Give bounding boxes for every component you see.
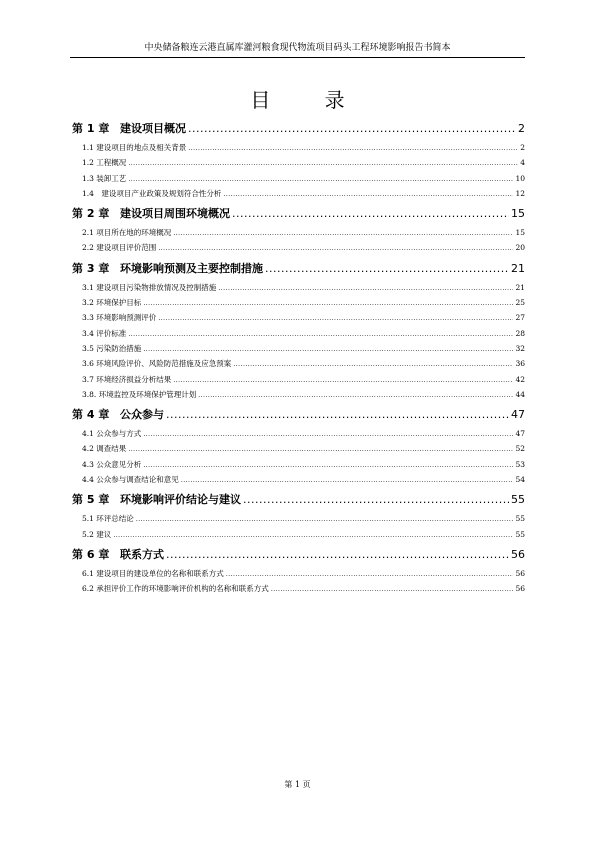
dot-leader [188,118,516,140]
toc-section-entry[interactable] [72,527,525,542]
section-page-number: 12 [515,188,525,198]
section-page-number: 32 [515,343,525,353]
dot-leader [243,489,509,511]
section-label: 5.2 建议 [82,529,112,539]
dot-leader [233,356,513,372]
dot-leader [173,372,513,388]
toc-section-entry[interactable] [72,341,525,356]
dot-leader [128,326,513,342]
section-label: 3.1 建设项目污染物排放情况及控制措施 [82,282,217,292]
section-page-number: 42 [515,374,525,384]
toc-chapter-entry[interactable] [72,404,525,426]
dot-leader [166,404,509,426]
section-label: 6.1 建设项目的建设单位的名称和联系方式 [82,568,224,578]
section-page-number: 56 [515,584,525,594]
section-label: 2.2 建设项目评价范围 [82,243,157,253]
section-page-number: 28 [515,328,525,338]
chapter-label [72,203,230,225]
toc-section-entry[interactable] [72,140,525,155]
section-label: 4.4 公众参与调查结论和意见 [82,475,179,485]
section-page-number: 15 [515,228,525,238]
dot-leader [188,140,518,156]
table-of-contents [72,118,525,599]
toc-section-entry[interactable] [72,356,525,371]
toc-title: 目 录 [250,88,369,112]
section-page-number: 4 [520,158,525,168]
chapter-label [72,489,241,511]
section-page-number: 25 [515,298,525,308]
toc-section-entry[interactable] [72,186,525,201]
dot-leader [265,258,509,280]
running-header: 中央储备粮连云港直属库灌河粮食现代物流项目码头工程环境影响报告书简本 [70,40,525,58]
section-page-number: 55 [515,514,525,524]
chapter-title: 联系方式 [120,547,164,561]
toc-section-entry[interactable] [72,511,525,526]
section-page-number: 54 [515,475,525,485]
section-page-number: 53 [515,459,525,469]
section-label: 4.1 公众参与方式 [82,429,142,439]
section-label: 1.2 工程概况 [82,158,127,168]
toc-section-entry[interactable] [72,566,525,581]
chapter-title: 公众参与 [120,408,164,422]
dot-leader [232,203,509,225]
chapter-title: 建设项目周围环境概况 [120,207,230,221]
section-label: 3.8. 环境监控及环境保护管理计划 [82,389,197,399]
chapter-page-number: 47 [511,408,525,422]
dot-leader [113,527,513,543]
dot-leader [143,295,513,311]
chapter-label [72,118,186,140]
dot-leader [143,426,513,442]
section-page-number: 20 [515,243,525,253]
dot-leader [143,457,513,473]
chapter-page-number: 56 [511,547,525,561]
section-page-number: 2 [520,143,525,152]
chapter-label [72,258,263,280]
toc-section-entry[interactable] [72,326,525,341]
section-label: 3.6 环境风险评价、风险防范措施及应急预案 [82,359,232,369]
dot-leader [128,171,513,187]
chapter-title: 环境影响预测及主要控制措施 [120,261,263,275]
toc-chapter-entry[interactable] [72,489,525,511]
dot-leader [158,240,513,256]
section-page-number: 52 [515,444,525,454]
toc-chapter-entry[interactable] [72,203,525,225]
section-label: 4.3 公众意见分析 [82,459,142,469]
dot-leader [271,581,514,597]
toc-chapter-entry[interactable] [72,118,525,140]
section-label: 4.2 调查结果 [82,444,127,454]
toc-section-entry[interactable] [72,225,525,240]
section-label: 1.4 建设项目产业政策及规划符合性分析 [82,188,222,198]
section-label: 3.5 污染防治措施 [82,343,142,353]
chapter-number: 第 5 章 [72,493,110,507]
toc-section-entry[interactable] [72,171,525,186]
chapter-page-number: 21 [511,261,525,275]
dot-leader [158,310,513,326]
chapter-number: 第 3 章 [72,261,110,275]
chapter-number: 第 1 章 [72,122,110,135]
toc-section-entry[interactable] [72,295,525,310]
toc-section-entry[interactable] [72,426,525,441]
dot-leader [128,441,513,457]
dot-leader [166,544,509,566]
toc-section-entry[interactable] [72,155,525,170]
section-label: 3.7 环境经济损益分析结果 [82,374,172,384]
dot-leader [218,280,513,296]
toc-section-entry[interactable] [72,372,525,387]
section-page-number: 27 [515,313,525,323]
section-label: 5.1 环评总结论 [82,514,134,524]
toc-section-entry[interactable] [72,441,525,456]
toc-section-entry[interactable] [72,472,525,487]
chapter-page-number: 15 [511,207,525,221]
section-page-number: 36 [515,359,525,369]
toc-section-entry[interactable] [72,457,525,472]
dot-leader [198,387,513,403]
page-number-footer: 第 1 页 [284,780,311,789]
chapter-title: 建设项目概况 [120,122,186,135]
toc-section-entry[interactable] [72,240,525,255]
section-page-number: 47 [515,429,525,439]
dot-leader [136,511,514,527]
chapter-number: 第 2 章 [72,207,110,221]
section-label: 6.2 承担评价工作的环境影响评价机构的名称和联系方式 [82,584,269,594]
section-label: 1.3 装卸工艺 [82,173,127,183]
chapter-number: 第 6 章 [72,547,110,561]
section-page-number: 21 [515,282,525,292]
section-label: 1.1 建设项目的地点及相关背景 [82,143,187,152]
toc-chapter-entry[interactable] [72,258,525,280]
dot-leader [128,155,518,171]
toc-section-entry[interactable] [72,310,525,325]
section-label: 3.2 环境保护目标 [82,298,142,308]
section-page-number: 56 [515,568,525,578]
section-label: 2.1 项目所在地的环境概况 [82,228,172,238]
chapter-title: 环境影响评价结论与建议 [120,493,241,507]
section-page-number: 44 [515,389,525,399]
section-label: 3.3 环境影响预测评价 [82,313,157,323]
section-page-number: 55 [515,529,525,539]
toc-section-entry[interactable] [72,581,525,596]
dot-leader [223,186,513,202]
dot-leader [143,341,513,357]
toc-section-entry[interactable] [72,387,525,402]
chapter-page-number: 2 [518,122,525,135]
toc-chapter-entry[interactable] [72,544,525,566]
dot-leader [226,566,514,582]
chapter-label [72,404,164,426]
toc-section-entry[interactable] [72,280,525,295]
chapter-page-number: 55 [511,493,525,507]
chapter-number: 第 4 章 [72,408,110,422]
section-label: 3.4 评价标准 [82,328,127,338]
chapter-label [72,544,164,566]
dot-leader [181,472,514,488]
dot-leader [173,225,513,241]
section-page-number: 10 [515,173,525,183]
